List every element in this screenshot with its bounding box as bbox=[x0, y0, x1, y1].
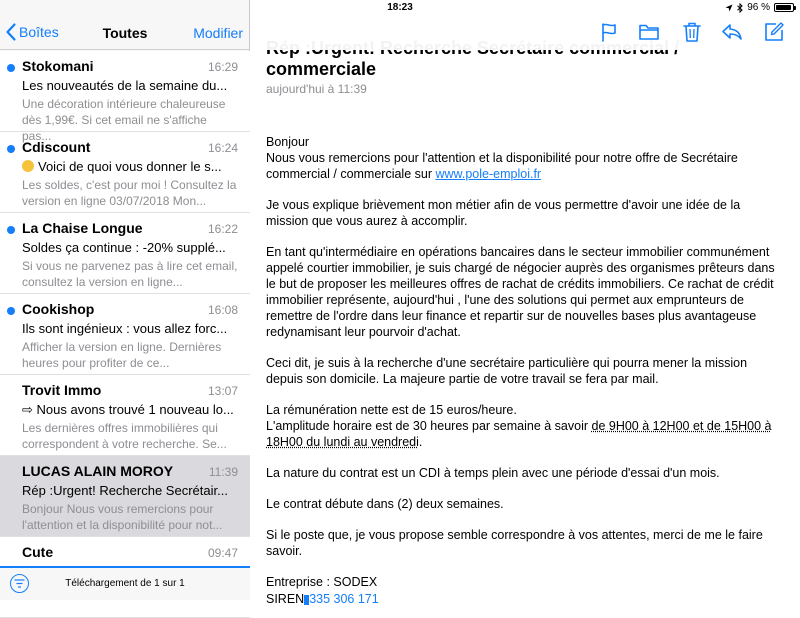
schedule-detected-link[interactable]: de 9H00 à 12H00 et de 15H00 à 18H00 du lundi au vendredi bbox=[266, 419, 772, 449]
battery-level bbox=[776, 5, 791, 10]
mail-preview: Une décoration intérieure chaleureuse dès 1,99€. Si cet email ne s'affiche pas... bbox=[22, 96, 238, 128]
message-body bbox=[266, 134, 778, 607]
message-date: aujourd'hui à 11:39 bbox=[266, 82, 367, 96]
status-right bbox=[725, 2, 794, 13]
reply-button[interactable] bbox=[721, 21, 743, 43]
reply-icon bbox=[721, 21, 743, 43]
status-time: 18:23 bbox=[0, 2, 800, 13]
message-pane bbox=[251, 16, 800, 600]
mail-subject: Soldes ça continue : -20% supplé... bbox=[22, 240, 238, 255]
mail-preview: Si vous ne parvenez pas à lire cet email, consultez la version en ligne... bbox=[22, 258, 238, 290]
body-company: Entreprise : SODEX bbox=[266, 574, 778, 590]
mail-item-la-chaise-longue[interactable] bbox=[0, 213, 250, 294]
mail-subject: Les nouveautés de la semaine du... bbox=[22, 78, 238, 93]
mail-subject: Voici de quoi vous donner le s... bbox=[38, 159, 222, 174]
mail-subject: Ils sont ingénieux : vous allez forc... bbox=[22, 321, 238, 336]
smiling-face-icon bbox=[22, 160, 34, 172]
body-greeting: Bonjour bbox=[266, 135, 309, 149]
siren-label: SIREN bbox=[266, 592, 304, 606]
pole-emploi-link[interactable]: www.pole-emploi.fr bbox=[435, 167, 541, 181]
unread-dot bbox=[7, 307, 15, 315]
body-p7: Le contrat débute dans (2) deux semaines. bbox=[266, 496, 778, 512]
body-p5-line1: La rémunération nette est de 15 euros/heure. bbox=[266, 403, 517, 417]
mail-sender: Cdiscount bbox=[22, 139, 90, 155]
mail-time: 16:24 bbox=[208, 141, 238, 155]
trash-icon bbox=[681, 21, 703, 43]
compose-icon bbox=[763, 21, 785, 43]
bluetooth-icon bbox=[737, 3, 743, 13]
compose-button[interactable] bbox=[763, 21, 785, 43]
message-toolbar bbox=[251, 16, 800, 50]
body-p2: Je vous explique brièvement mon métier afin de vous permettre d'avoir une idée de la mission que vous aurez à accomplir. bbox=[266, 197, 778, 229]
mail-preview: Les dernières offres immobilières qui correspondent à votre recherche. Se... bbox=[22, 420, 238, 452]
trash-button[interactable] bbox=[681, 21, 703, 43]
body-p5 bbox=[266, 402, 778, 450]
mail-preview: Bonjour Nous vous remercions pour l'attention et la disponibilité pour not... bbox=[22, 501, 238, 533]
mailbox-title: Toutes bbox=[0, 25, 250, 41]
mail-list bbox=[0, 51, 250, 566]
mailbox-nav-bar bbox=[0, 16, 250, 50]
mail-item-lucas-alain-moroy[interactable] bbox=[0, 456, 250, 537]
mail-subject: Rép :Urgent! Recherche Secrétair... bbox=[22, 483, 238, 498]
body-siren bbox=[266, 591, 778, 607]
edit-button[interactable]: Modifier bbox=[193, 25, 243, 41]
mail-sender: LUCAS ALAIN MOROY bbox=[22, 463, 173, 479]
unread-dot bbox=[7, 226, 15, 234]
mail-sender: Trovit Immo bbox=[22, 382, 101, 398]
mail-sender: Cookishop bbox=[22, 301, 94, 317]
location-icon bbox=[725, 4, 733, 12]
folder-icon bbox=[638, 21, 660, 43]
mail-time: 16:29 bbox=[208, 60, 238, 74]
body-p8: Si le poste que, je vous propose semble correspondre à vos attentes, merci de me le faire savoir. bbox=[266, 527, 778, 559]
flag-button[interactable] bbox=[598, 21, 620, 43]
body-p4: Ceci dit, je suis à la recherche d'une secrétaire particulière qui pourra mener la mission depuis son domicile. La majeure partie de votre travail se fera par mail. bbox=[266, 355, 778, 387]
mail-sender: Cute bbox=[22, 544, 53, 560]
mail-time: 09:47 bbox=[208, 546, 238, 560]
body-p3: En tant qu'intermédiaire en opérations bancaires dans le secteur immobilier communément appelé courtier immobilier, je suis chargé de négocier auprès des organismes prêteurs dans le but de proposer les meilleures offres de rachat de crédits immobiliers. Ce rachat de crédit immobilier représente, aujourd'hui , l'une des solutions qui permet aux emprunteurs de remettre de l'ordre dans leur finance et repartir sur de nouvelles bases plus avantageuse redynamisant leur pourvoir d'achat. bbox=[266, 244, 778, 340]
mailbox-pane bbox=[0, 0, 250, 600]
siren-number-link[interactable]: 335 306 171 bbox=[309, 592, 379, 606]
mail-time: 11:39 bbox=[209, 465, 238, 479]
mail-item-cdiscount[interactable] bbox=[0, 132, 250, 213]
mail-subject-row bbox=[22, 159, 238, 174]
mail-subject: ⇨ Nous avons trouvé 1 nouveau lo... bbox=[22, 402, 238, 418]
body-p6: La nature du contrat est un CDI à temps plein avec une période d'essai d'un mois. bbox=[266, 465, 778, 481]
mail-preview: Les soldes, c'est pour moi ! Consultez la version en ligne 03/07/2018 Mon... bbox=[22, 177, 238, 209]
mail-item-stokomani[interactable] bbox=[0, 51, 250, 132]
mail-sender: La Chaise Longue bbox=[22, 220, 143, 236]
download-status: Téléchargement de 1 sur 1 bbox=[0, 578, 250, 589]
mailbox-bottom-bar bbox=[0, 566, 250, 600]
unread-dot bbox=[7, 64, 15, 72]
mail-item-trovit-immo[interactable] bbox=[0, 375, 250, 456]
mail-time: 16:08 bbox=[208, 303, 238, 317]
unread-dot bbox=[7, 145, 15, 153]
flag-icon bbox=[598, 21, 620, 43]
mail-sender: Stokomani bbox=[22, 58, 94, 74]
body-p5-line2c: . bbox=[419, 435, 422, 449]
back-label: Boîtes bbox=[19, 24, 59, 40]
body-p1: Nous vous remercions pour l'attention et la disponibilité pour notre offre de Secrétaire commercial / commerciale sur bbox=[266, 151, 738, 181]
battery-percent: 96 % bbox=[747, 2, 770, 13]
mail-time: 13:07 bbox=[208, 384, 238, 398]
body-p5-line2a: L'amplitude horaire est de 30 heures par semaine à savoir bbox=[266, 419, 592, 433]
battery-icon bbox=[774, 3, 794, 12]
mail-item-cookishop[interactable] bbox=[0, 294, 250, 375]
body-intro bbox=[266, 134, 778, 182]
message-subject: commerciale bbox=[266, 59, 376, 80]
mail-preview: Afficher la version en ligne. Dernières heures pour profiter de ce... bbox=[22, 339, 238, 371]
move-to-folder-button[interactable] bbox=[638, 21, 660, 43]
mail-time: 16:22 bbox=[208, 222, 238, 236]
